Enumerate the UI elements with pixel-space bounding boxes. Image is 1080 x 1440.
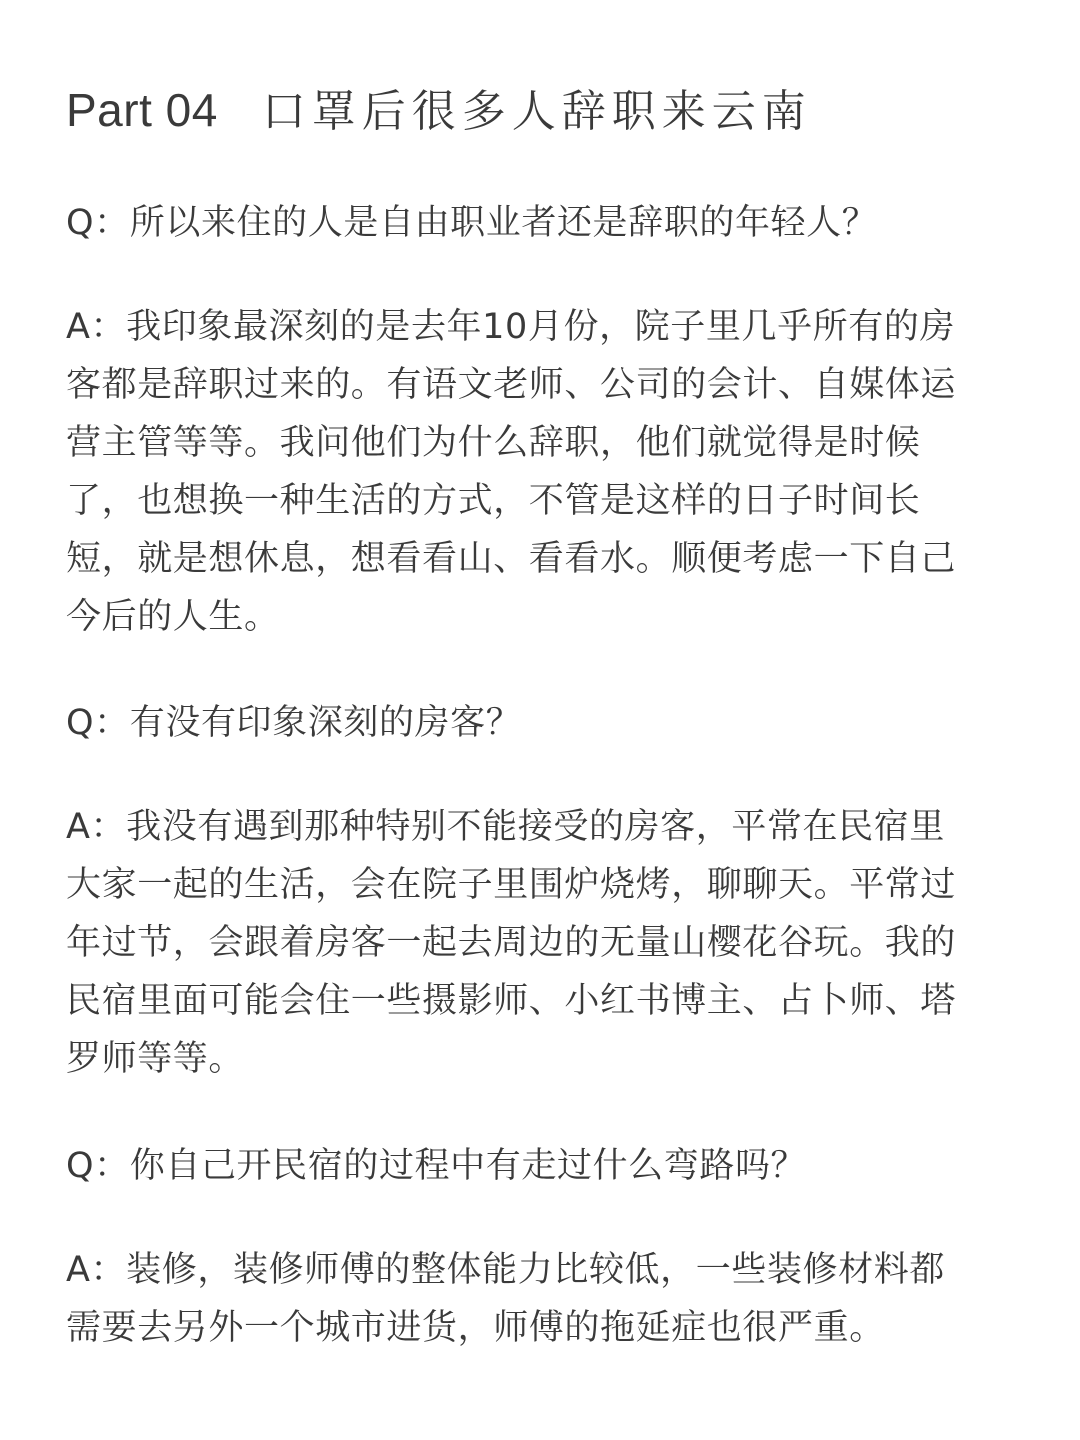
- text-line: A：我没有遇到那种特别不能接受的房客，平常在民宿里: [66, 807, 945, 847]
- question-paragraph: [66, 194, 1026, 252]
- text-line: Q：所以来住的人是自由职业者还是辞职的年轻人？: [66, 203, 878, 243]
- answer-paragraph: [66, 798, 1026, 1088]
- text-line: 大家一起的生活，会在院子里围炉烧烤，聊聊天。平常过: [66, 865, 957, 905]
- text-line: 今后的人生。: [66, 597, 280, 637]
- section-headline: 口罩后很多人辞职来云南: [261, 86, 812, 137]
- text-line: 客都是辞职过来的。有语文老师、公司的会计、自媒体运: [66, 365, 957, 405]
- text-line: Q：有没有印象深刻的房客？: [66, 703, 522, 743]
- text-line: 需要去另外一个城市进货，师傅的拖延症也很严重。: [66, 1308, 885, 1348]
- text-line: A：我印象最深刻的是去年10月份，院子里几乎所有的房: [66, 307, 956, 347]
- text-line: Q：你自己开民宿的过程中有走过什么弯路吗？: [66, 1146, 807, 1186]
- answer-paragraph: [66, 1241, 1026, 1357]
- text-line: 罗师等等。: [66, 1039, 245, 1079]
- text-line: 短，就是想休息，想看看山、看看水。顺便考虑一下自己: [66, 539, 957, 579]
- question-paragraph: [66, 694, 1026, 752]
- text-line: 民宿里面可能会住一些摄影师、小红书博主、占卜师、塔: [66, 981, 957, 1021]
- section-title: [66, 82, 1026, 140]
- article-page: [66, 0, 1026, 1440]
- section-number: Part 04: [66, 84, 218, 136]
- text-line: 了，也想换一种生活的方式，不管是这样的日子时间长: [66, 481, 921, 521]
- text-line: 年过节，会跟着房客一起去周边的无量山樱花谷玩。我的: [66, 923, 957, 963]
- text-line: 营主管等等。我问他们为什么辞职，他们就觉得是时候: [66, 423, 921, 463]
- question-paragraph: [66, 1137, 1026, 1195]
- answer-paragraph: [66, 298, 1026, 646]
- text-line: A：装修，装修师傅的整体能力比较低，一些装修材料都: [66, 1250, 945, 1290]
